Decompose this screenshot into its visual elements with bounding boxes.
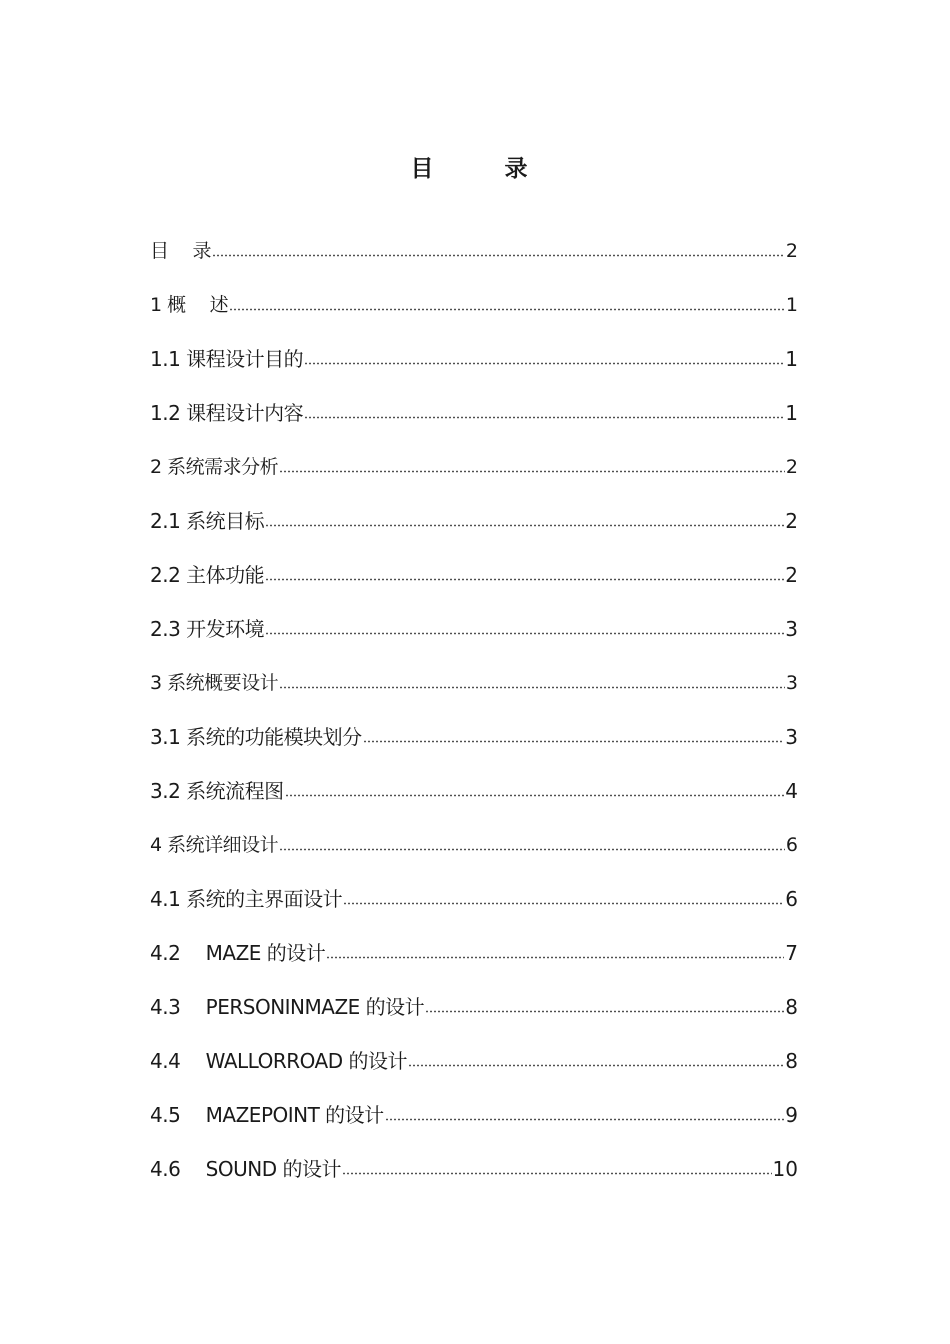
toc-entry-label: 3.1 系统的功能模块划分	[150, 725, 362, 749]
dot-leader	[285, 777, 785, 797]
toc-entry-page: 9	[785, 1103, 798, 1127]
dot-leader	[265, 507, 784, 527]
toc-entry-page: 2	[785, 240, 798, 262]
toc-entry-2-1[interactable]	[150, 507, 798, 561]
dot-leader	[279, 453, 785, 473]
toc-entry-label: 4.5 MAZEPOINT 的设计	[150, 1103, 384, 1127]
dot-leader	[265, 615, 784, 635]
dot-leader	[212, 237, 785, 257]
toc-entry-label: 1 概 述	[150, 294, 229, 316]
dot-leader	[304, 399, 784, 419]
toc-entry-1[interactable]	[150, 291, 798, 345]
toc-entry-page: 1	[785, 401, 798, 425]
toc-entry-label: 4 系统详细设计	[150, 834, 279, 856]
dot-leader	[229, 291, 785, 311]
toc-entry-3-1[interactable]	[150, 723, 798, 777]
dot-leader	[363, 723, 785, 743]
dot-leader	[279, 831, 785, 851]
toc-entry-label: 2.1 系统目标	[150, 509, 265, 533]
dot-leader	[265, 561, 784, 581]
toc-entry-page: 2	[785, 563, 798, 587]
toc-entry-page: 7	[785, 941, 798, 965]
toc-entry-label: 2.3 开发环境	[150, 617, 265, 641]
toc-entry-1-1[interactable]	[150, 345, 798, 399]
toc-title: 目 录	[410, 156, 552, 182]
toc-entry-label: 3 系统概要设计	[150, 672, 279, 694]
toc-entry-page: 10	[772, 1157, 798, 1181]
toc-entry-4[interactable]	[150, 831, 798, 885]
toc-entry-page: 1	[785, 294, 798, 316]
toc-entry-page: 3	[785, 725, 798, 749]
toc-entry-label: 4.6 SOUND 的设计	[150, 1157, 341, 1181]
toc-entry-4-2[interactable]	[150, 939, 798, 993]
toc-entry-2[interactable]	[150, 453, 798, 507]
toc-entry-page: 4	[785, 779, 798, 803]
toc-entry-page: 3	[785, 617, 798, 641]
toc-entry-page: 6	[785, 834, 798, 856]
dot-leader	[326, 939, 784, 959]
toc-entry-3[interactable]	[150, 669, 798, 723]
dot-leader	[385, 1101, 785, 1121]
toc-entry-label: 2 系统需求分析	[150, 456, 279, 478]
toc-entry-page: 6	[785, 887, 798, 911]
dot-leader	[304, 345, 784, 365]
toc-entry-2-3[interactable]	[150, 615, 798, 669]
toc-entry-label: 4.1 系统的主界面设计	[150, 887, 343, 911]
dot-leader	[342, 1155, 772, 1175]
toc-entry-page: 8	[785, 995, 798, 1019]
toc-entry-3-2[interactable]	[150, 777, 798, 831]
dot-leader	[408, 1047, 784, 1067]
toc-entry-label: 2.2 主体功能	[150, 563, 265, 587]
toc-entry-4-3[interactable]	[150, 993, 798, 1047]
toc-entry-label: 1.2 课程设计内容	[150, 401, 304, 425]
dot-leader	[279, 669, 785, 689]
toc-entry-page: 2	[785, 509, 798, 533]
toc-entry-2-2[interactable]	[150, 561, 798, 615]
toc-entry-page: 8	[785, 1049, 798, 1073]
toc-entry-4-6[interactable]	[150, 1155, 798, 1209]
toc-entry-page: 1	[785, 347, 798, 371]
toc-entry-4-1[interactable]	[150, 885, 798, 939]
toc-entry-label: 1.1 课程设计目的	[150, 347, 304, 371]
toc-entry-label: 3.2 系统流程图	[150, 779, 284, 803]
toc-entry-1-2[interactable]	[150, 399, 798, 453]
toc-entry-4-5[interactable]	[150, 1101, 798, 1155]
table-of-contents	[150, 237, 798, 1209]
dot-leader	[343, 885, 784, 905]
toc-entry-4-4[interactable]	[150, 1047, 798, 1101]
toc-entry-label: 4.3 PERSONINMAZE 的设计	[150, 995, 425, 1019]
toc-entry-contents[interactable]	[150, 237, 798, 291]
toc-entry-label: 目 录	[150, 240, 212, 262]
dot-leader	[425, 993, 784, 1013]
toc-entry-label: 4.2 MAZE 的设计	[150, 941, 326, 965]
toc-entry-page: 3	[785, 672, 798, 694]
toc-entry-label: 4.4 WALLORROAD 的设计	[150, 1049, 407, 1073]
toc-entry-page: 2	[785, 456, 798, 478]
